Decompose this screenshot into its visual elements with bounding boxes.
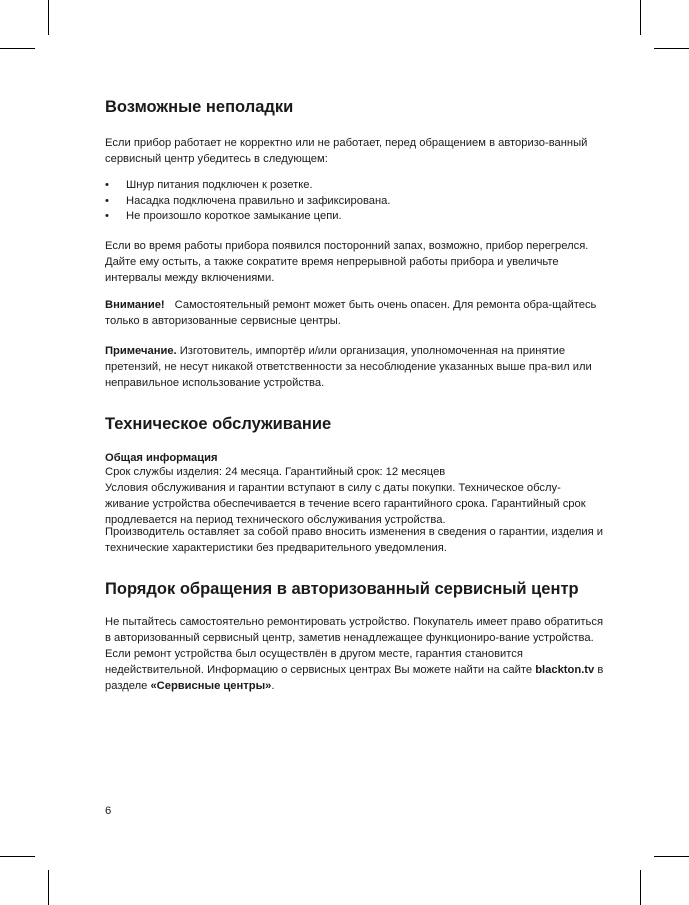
section-title-service-center: Порядок обращения в авторизованный сервисный центр [105,580,579,598]
list-item [105,194,605,210]
troubleshooting-intro: Если прибор работает не корректно или не работает, перед обращением в авторизо-ванный сервисный центр убедитесь в следующем: [105,137,588,165]
crop-mark-bottom-left [48,870,49,905]
service-center-text-end: . [271,680,275,692]
service-center-text: Не пытайтесь самостоятельно ремонтировать устройство. Покупатель имеет право обратиться в авторизованный сервисный центр, заметив ненадлежащее функциониро-вание устройства. Если ремонт устройства был осуществлён в другом месте, гарантия становится недействительной. Информацию о сервисных центрах Вы можете найти на сайте [105,616,604,676]
crop-mark-top-right [640,0,641,35]
service-centers-section-link[interactable]: «Сервисные центры» [150,680,272,692]
warning-text: Самостоятельный ремонт может быть очень опасен. Для ремонта обра-щайтесь только в авторизованные сервисные центры. [105,299,597,327]
overheat-paragraph: Если во время работы прибора появился посторонний запах, возможно, прибор перегрелся. Дайте ему остыть, а также сократите время непрерывной работы прибора и увеличьте интервалы между включениями. [105,240,589,284]
crop-mark-bottom-right [640,870,641,905]
list-item-text: Шнур питания подключен к розетке. [126,179,313,191]
crop-mark-top-left-h [0,48,35,49]
site-link[interactable]: blackton.tv [535,664,595,676]
bullet-glyph: • [105,210,109,222]
note-text: Изготовитель, импортёр и/или организация, уполномоченная на принятие претензий, не несут никакой ответственности за несоблюдение указанных выше пра-вил или неправильное использование устройства. [105,345,592,389]
maintenance-line-1: Срок службы изделия: 24 месяца. Гарантийный срок: 12 месяцев [105,466,446,478]
list-item [105,209,605,225]
general-info-subtitle: Общая информация [105,452,218,464]
warning-paragraph [105,297,605,329]
maintenance-line-3: Производитель оставляет за собой право вносить изменения в сведения о гарантии, изделия и технические характеристики без предварительного уведомления. [105,526,604,554]
crop-mark-bottom-left-h [0,856,35,857]
section-title-maintenance: Техническое обслуживание [105,415,332,433]
list-item-text: Насадка подключена правильно и зафиксирована. [126,194,391,207]
page-number: 6 [105,805,112,817]
service-center-paragraph [105,614,605,694]
bullet-glyph: • [105,179,109,191]
bullet-glyph: • [105,194,109,207]
warning-label: Внимание! [105,299,165,311]
crop-mark-top-right-h [654,48,689,49]
crop-mark-top-left [48,0,49,35]
section-title-troubleshooting: Возможные неполадки [105,98,294,116]
service-center-text-mid: в разделе [105,664,604,692]
maintenance-line-2: Условия обслуживания и гарантии вступают в силу с даты покупки. Техническое обслу-живание устройства обеспечивается в течение всего гарантийного срока. Гарантийный срок продлевается на период технического обслуживания устройства. [105,482,586,526]
crop-mark-bottom-right-h [654,856,689,857]
list-item [105,178,605,194]
troubleshooting-checklist [105,178,605,225]
note-label: Примечание. [105,345,177,357]
note-paragraph [105,343,605,391]
list-item-text: Не произошло короткое замыкание цепи. [126,210,342,222]
